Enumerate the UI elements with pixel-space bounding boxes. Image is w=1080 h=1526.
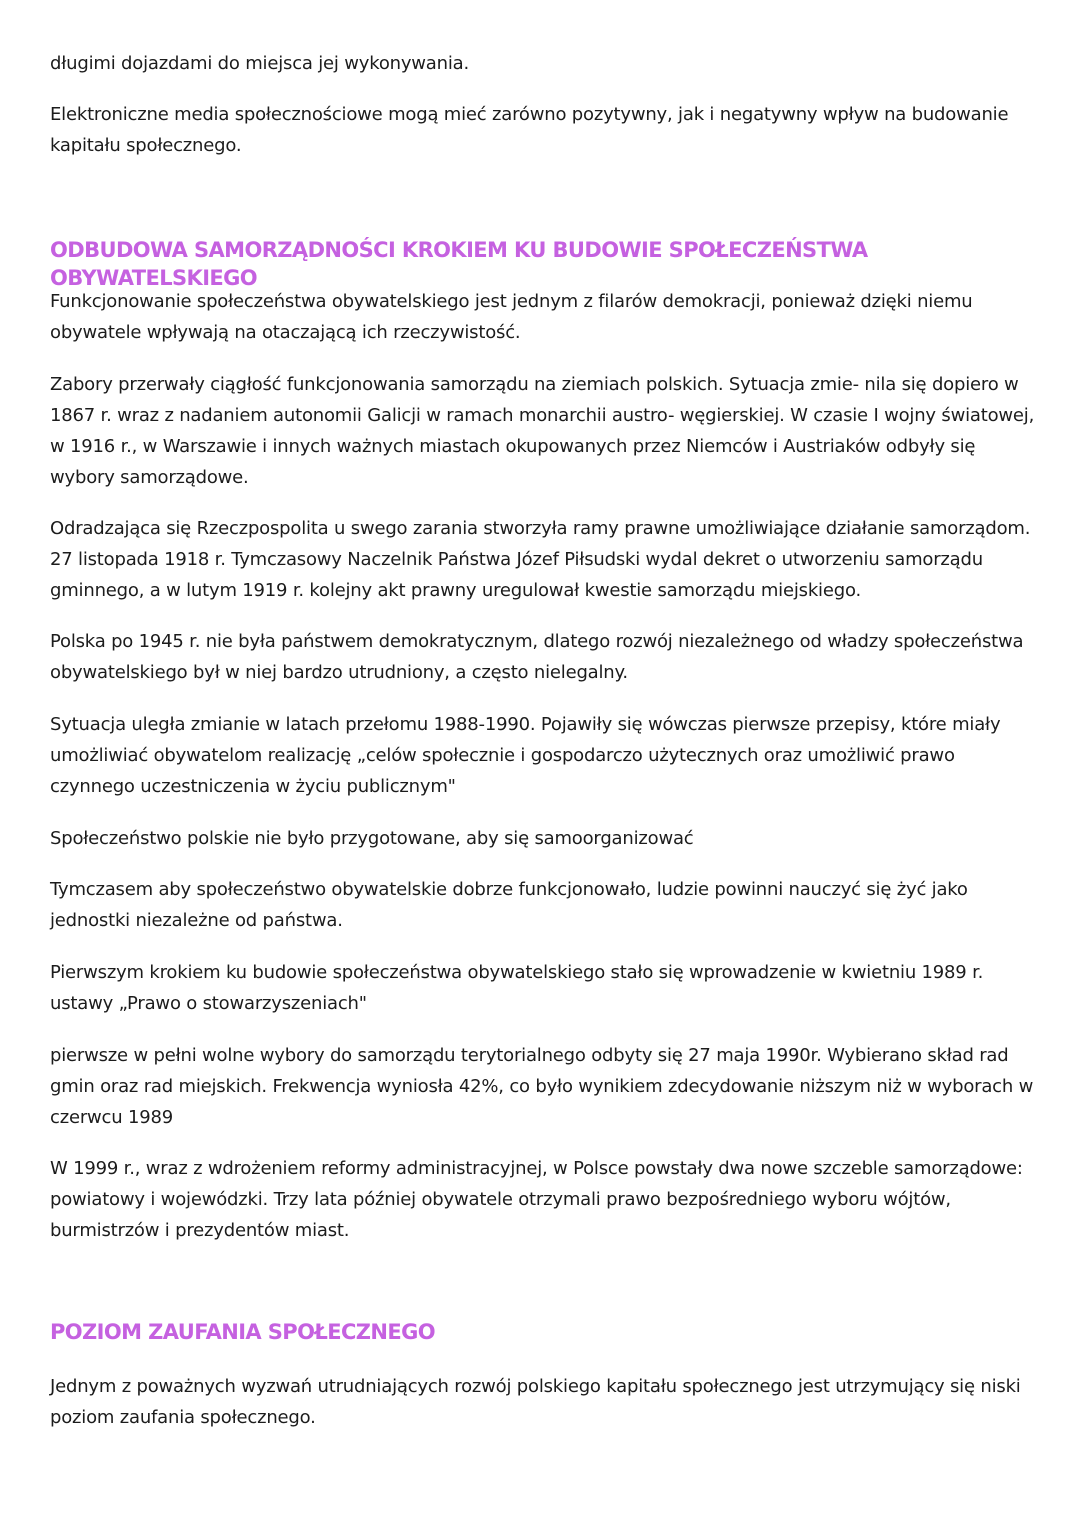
section1-paragraph-1: Funkcjonowanie społeczeństwa obywatelskiego jest jednym z filarów demokracji, ponieważ dzięki niemu obywatele wpływają na otaczającą ich rzeczywistość. (50, 291, 973, 343)
section1-paragraph-7: Tymczasem aby społeczeństwo obywatelskie dobrze funkcjonowało, ludzie powinni nauczyć się żyć jako jednostki niezależne od państwa. (50, 879, 968, 931)
section1-paragraph-3: Odradzająca się Rzeczpospolita u swego zarania stworzyła ramy prawne umożliwiające działanie samorządom. 27 listopada 1918 r. Tymczasowy Naczelnik Państwa Józef Piłsudski wydal dekret o utworzeniu samorządu gminnego, a w lutym 1919 r. kolejny akt prawny uregulował kwestie samorządu miejskiego. (50, 518, 1031, 601)
section2-paragraph-1: Jednym z poważnych wyzwań utrudniających rozwój polskiego kapitału społecznego jest utrzymujący się niski poziom zaufania społecznego. (50, 1376, 1021, 1428)
section1-paragraph-4: Polska po 1945 r. nie była państwem demokratycznym, dlatego rozwój niezależnego od władzy społeczeństwa obywatelskiego był w niej bardzo utrudniony, a często nielegalny. (50, 631, 1024, 683)
section1-paragraph-2: Zabory przerwały ciągłość funkcjonowania samorządu na ziemiach polskich. Sytuacja zmie- nila się dopiero w 1867 r. wraz z nadaniem autonomii Galicji w ramach monarchii austro- węgierskiej. W czasie I wojny światowej, w 1916 r., w Warszawie i innych ważnych miastach okupowanych przez Niemców i Austriaków odbyły się wybory samorządowe. (50, 374, 1035, 488)
section1-paragraph-9: pierwsze w pełni wolne wybory do samorządu terytorialnego odbyty się 27 maja 1990r. Wybierano skład rad gmin oraz rad miejskich. Frekwencja wyniosła 42%, co było wynikiem zdecydowanie niższym niż w wyborach w czerwcu 1989 (50, 1045, 1034, 1128)
section-heading-samorzadnosc: ODBUDOWA SAMORZĄDNOŚCI KROKIEM KU BUDOWIE SPOŁECZEŃSTWA OBYWATELSKIEGO (50, 238, 868, 290)
section-heading-zaufanie: POZIOM ZAUFANIA SPOŁECZNEGO (50, 1320, 436, 1344)
section1-paragraph-10: W 1999 r., wraz z wdrożeniem reformy administracyjnej, w Polsce powstały dwa nowe szczeble samorządowe: powiatowy i wojewódzki. Trzy lata później obywatele otrzymali prawo bezpośredniego wyboru wójtów, burmistrzów i prezydentów miast. (50, 1158, 1023, 1241)
intro-paragraph-2: Elektroniczne media społecznościowe mogą mieć zarówno pozytywny, jak i negatywny wpływ na budowanie kapitału społecznego. (50, 104, 1009, 156)
section1-paragraph-5: Sytuacja uległa zmianie w latach przełomu 1988-1990. Pojawiły się wówczas pierwsze przepisy, które miały umożliwiać obywatelom realizację „celów społecznie i gospodarczo użytecznych oraz umożliwić prawo czynnego uczestniczenia w życiu publicznym" (50, 714, 1001, 797)
section1-paragraph-8: Pierwszym krokiem ku budowie społeczeństwa obywatelskiego stało się wprowadzenie w kwietniu 1989 r. ustawy „Prawo o stowarzyszeniach" (50, 962, 984, 1014)
section1-paragraph-6: Społeczeństwo polskie nie było przygotowane, aby się samoorganizować (50, 828, 694, 849)
intro-paragraph-1: długimi dojazdami do miejsca jej wykonywania. (50, 53, 470, 74)
